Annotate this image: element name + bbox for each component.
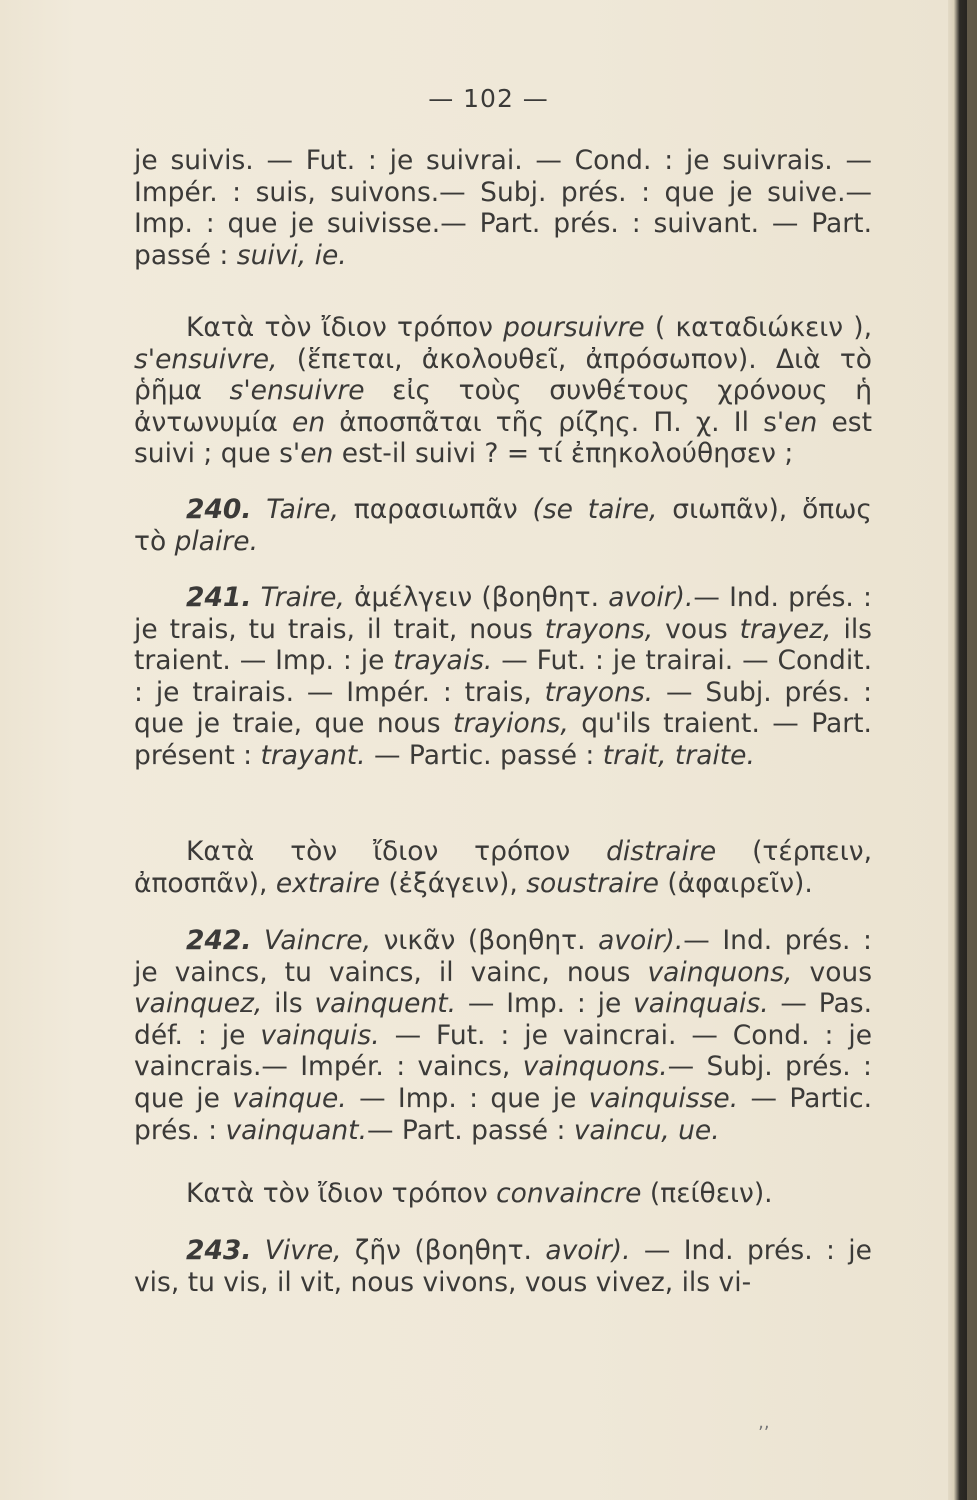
entry-243-vivre: 243. Vivre, ζῆν (βοηθητ. avoir). — Ind. prés. : je vis, tu vis, il vit, nous vivons, vous vivez, ils vi- xyxy=(134,1235,872,1298)
entry-number: 243. xyxy=(186,1235,252,1266)
bottom-mark: ‚‚ xyxy=(758,1412,770,1433)
paragraph-distraire: Κατὰ τὸν ἴδιον τρόπον distraire (τέρπειν, ἀποσπᾶν), extraire (ἐξάγειν), soustraire (ἀφαιρεῖν). xyxy=(134,836,872,899)
entry-240-taire: 240. Taire, παρασιωπᾶν (se taire, σιωπᾶν), ὅπως τὸ plaire. xyxy=(134,494,872,557)
paragraph-convaincre: Κατὰ τὸν ἴδιον τρόπον convaincre (πείθειν). xyxy=(186,1178,773,1209)
entry-242-vaincre: 242. Vaincre, νικᾶν (βοηθητ. avoir).— Ind. prés. : je vaincs, tu vaincs, il vainc, nous vainquons, vous vainquez, ils vainquent. — Imp. : je vainquais. — Pas. déf. : je vainquis. — Fut. : je vaincrai. — Cond. : je vaincrais.— Impér. : vaincs, vainquons.— Subj. prés. : que je vainque. — Imp. : que je vainquisse. — Partic. prés. : vainquant.— Part. passé : vaincu, ue. xyxy=(134,925,873,1146)
page-number: — 102 — xyxy=(428,84,549,113)
entry-number: 240. xyxy=(186,494,252,525)
entry-number: 242. xyxy=(186,925,252,956)
book-spine-edge xyxy=(948,0,977,1500)
paragraph-poursuivre: Κατὰ τὸν ἴδιον τρόπον poursuivre ( καταδιώκειν ), s'ensuivre, (ἕπεται, ἀκολουθεῖ, ἀπρόσωπον). Διὰ τὸ ῥῆμα s'ensuivre εἰς τοὺς συνθέτους χρόνους ἡ ἀντωνυμία en ἀποσπᾶται τῆς ρίζης. Π. χ. Il s'en est suivi ; que s'en est-il suivi ? = τί ἐπηκολούθησεν ; xyxy=(134,312,873,470)
entry-number: 241. xyxy=(186,582,252,613)
paragraph-suivre-continued: je suivis. — Fut. : je suivrai. — Cond. : je suivrais. — Impér. : suis, suivons.— Subj. prés. : que je suive.— Imp. : que je suivisse.— Part. prés. : suivant. — Part. passé : suivi, ie. xyxy=(134,145,872,271)
entry-241-traire: 241. Traire, ἀμέλγειν (βοηθητ. avoir).— Ind. prés. : je trais, tu trais, il trait, nous trayons, vous trayez, ils traient. — Imp. : je trayais. — Fut. : je trairai. — Condit. : je trairais. — Impér. : trais, trayons. — Subj. prés. : que je traie, que nous trayions, qu'ils traient. — Part. présent : trayant. — Partic. passé : trait, traite. xyxy=(134,582,873,771)
